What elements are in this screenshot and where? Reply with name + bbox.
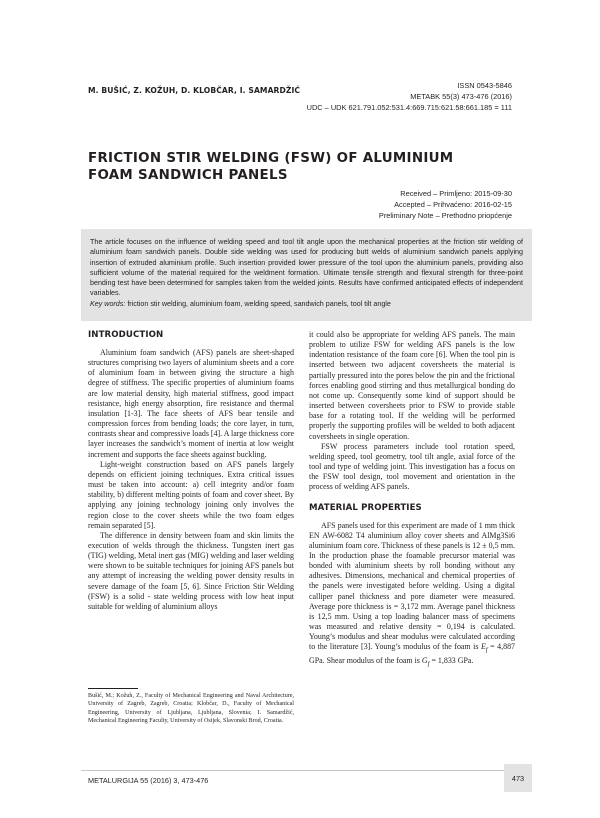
- section-heading-introduction: INTRODUCTION: [88, 330, 164, 340]
- keywords-list: friction stir welding, aluminium foam, welding speed, sandwich panels, tool tilt angle: [127, 299, 391, 308]
- page-number: 473: [504, 764, 532, 792]
- gf-value: = 1,833 GPa.: [431, 656, 474, 666]
- intro-paragraph-1: Aluminium foam sandwich (AFS) panels are sheet-shaped structures comprising two layers of aluminium sheets and a core of aluminium foam in between giving the structure a high degree of stiffness. The specific properties of aluminium foams are low material density, high material stiffness, good impact resistance, high energy absorption, fire resistance and thermal insulation [1-3]. The face sheets of AFS bear tensile and compression forces from bending loads; the core layer, in turn, contrasts shear and compressive loads [4]. A large thickness core layer increases the sandwich’s moment of inertia at low weight increment and supports the face sheets against buckling.: [88, 348, 294, 459]
- intro-paragraph-3: The difference in density between foam and skin limits the execution of welds through the thickness. Tungsten inert gas (TIG) welding, Metal inert gas (MIG) welding and laser welding were shown to be suitable techniques for joining AFS panels but any attempt of increasing the welding power density results in severe damage of the foam [5, 6]. Since Friction Stir Welding (FSW) is a solid - state welding process with low heat input suitable for welding of aluminium alloys: [88, 530, 294, 611]
- paper-type: Preliminary Note – Prethodno priopćenje: [378, 211, 512, 221]
- accepted-date: Accepted – Prihvaćeno: 2016-02-15: [394, 200, 512, 210]
- ef-value: = 4,887 GPa. Shear modulus of the foam is: [309, 642, 516, 666]
- footer-divider: [81, 770, 504, 771]
- journal-metadata: [307, 80, 512, 114]
- issn: ISSN 0543-5846: [457, 81, 512, 90]
- left-column: [88, 330, 294, 612]
- journal-citation: METALURGIJA 55 (2016) 3, 473-476: [88, 776, 209, 785]
- footnote-divider: [88, 688, 138, 689]
- intro-paragraph-4: it could also be appropriate for welding AFS panels. The main problem to utilize FSW for welding AFS panels is the low indentation resistance of the foam core [6]. When the tool pin is inserted between two adjacent coversheets the material is partially pressured into the pores below the pin and the frictional forces enabling good stirring and thus metallurgical bonding do not come up. Consequently some kind of support should be inserted between coversheets prior to FSW to provide stable base for a rotating tool. If the welding will be performed properly the supporting profiles will be welded to both adjacent coversheets in single operation.: [309, 330, 515, 441]
- intro-paragraph-2: Light-weight construction based on AFS panels largely depends on efficient joining techniques. Extra critical issues must be taken into account: a) cell integrity and/or foam stability, b) different melting points of foam and cover sheet. By applying any joining technology joining only involves the region close to the cover sheets while the two foam edges remain separated [5].: [88, 459, 294, 530]
- section-heading-materials: MATERIAL PROPERTIES: [309, 502, 422, 513]
- materials-paragraph-1: [309, 521, 515, 670]
- paper-title: [88, 151, 453, 184]
- right-column: [309, 330, 515, 670]
- gf-subscript: f: [427, 660, 430, 668]
- keywords-label: Key words:: [90, 299, 126, 308]
- abstract-text: The article focuses on the influence of welding speed and tool tilt angle upon the mechanical properties at the friction stir welding of aluminium foam sandwich panels. Double side welding was used for producing butt welds of aluminium sandwich panels applying insertion of extruded aluminium profile. Such insertion provided lower pressure of the tool upon the aluminium panels, providing also sufficient volume of the material required for the weldment formation. Ultimate tensile strength and flexural strength for three-point bending test have been determined for samples taken from the welded joints. Results have confirmed anticipated effects of independent variables.: [90, 238, 523, 298]
- udc: UDC – UDK 621.791.052:531.4:669.715:621.58:661.185 = 111: [306, 103, 512, 113]
- intro-paragraph-5: FSW process parameters include tool rotation speed, welding speed, tool geometry, tool tilt angle, axial force of the tool and type of welding joint. This investigation has a focus on the FSW tool design, tool movement and orientation in the process of welding AFS panels.: [309, 441, 515, 492]
- materials-text-a: AFS panels used for this experiment are made of 1 mm thick EN AW-6082 T4 aluminium alloy cover sheets and AlMg3Si6 aluminium foam core. Thickness of these panels is 12 ± 0,5 mm. In the production phase the foamable precursor material was bonded with aluminium sheets by roll bonding without any adhesives. Dimensions, mechanical and chemical properties of the panels were investigated before welding. Using a digital calliper panel thickness and pore diameter were measured. Average pore thickness is = 3,172 mm. Average panel thickness is 12,5 mm. Using a top loading balancer mass of specimens was measured and relative density: [309, 520, 515, 632]
- keywords: [90, 299, 523, 309]
- gf-symbol: G: [421, 656, 428, 666]
- affiliations-footnote: Bušić, M.; Kožuh, Z., Faculty of Mechanical Engineering and Naval Architecture, University of Zagreb, Zagreb, Croatia; Klobčar, D., Faculty of Mechanical Engineering, University of Ljubljana, Ljubljana, Slovenia; I. Samardžić, Mechanical Engineering Faculty, University of Osijek, Slavonski Brod, Croatia.: [88, 693, 294, 724]
- received-date: Received – Primljeno: 2015-09-30: [400, 189, 512, 198]
- abstract-box: [81, 229, 532, 321]
- ef-symbol: E: [480, 642, 486, 652]
- title-line-1: FRICTION STIR WELDING (FSW) OF ALUMINIUM: [88, 151, 454, 166]
- materials-text-b: = 0,194 is calculated. Young’s modulus and shear modulus were calculated according to the literature [3]. Young’s modulus of the foam is: [309, 622, 515, 652]
- title-line-2: FOAM SANDWICH PANELS: [88, 167, 288, 183]
- running-authors: M. BUŠIĆ, Z. KOŽUH, D. KLOBČAR, I. SAMARDŽIĆ: [88, 86, 301, 95]
- metabk: METABK 55(3) 473-476 (2016): [410, 92, 512, 102]
- submission-dates: [379, 188, 512, 222]
- ef-subscript: f: [485, 646, 488, 654]
